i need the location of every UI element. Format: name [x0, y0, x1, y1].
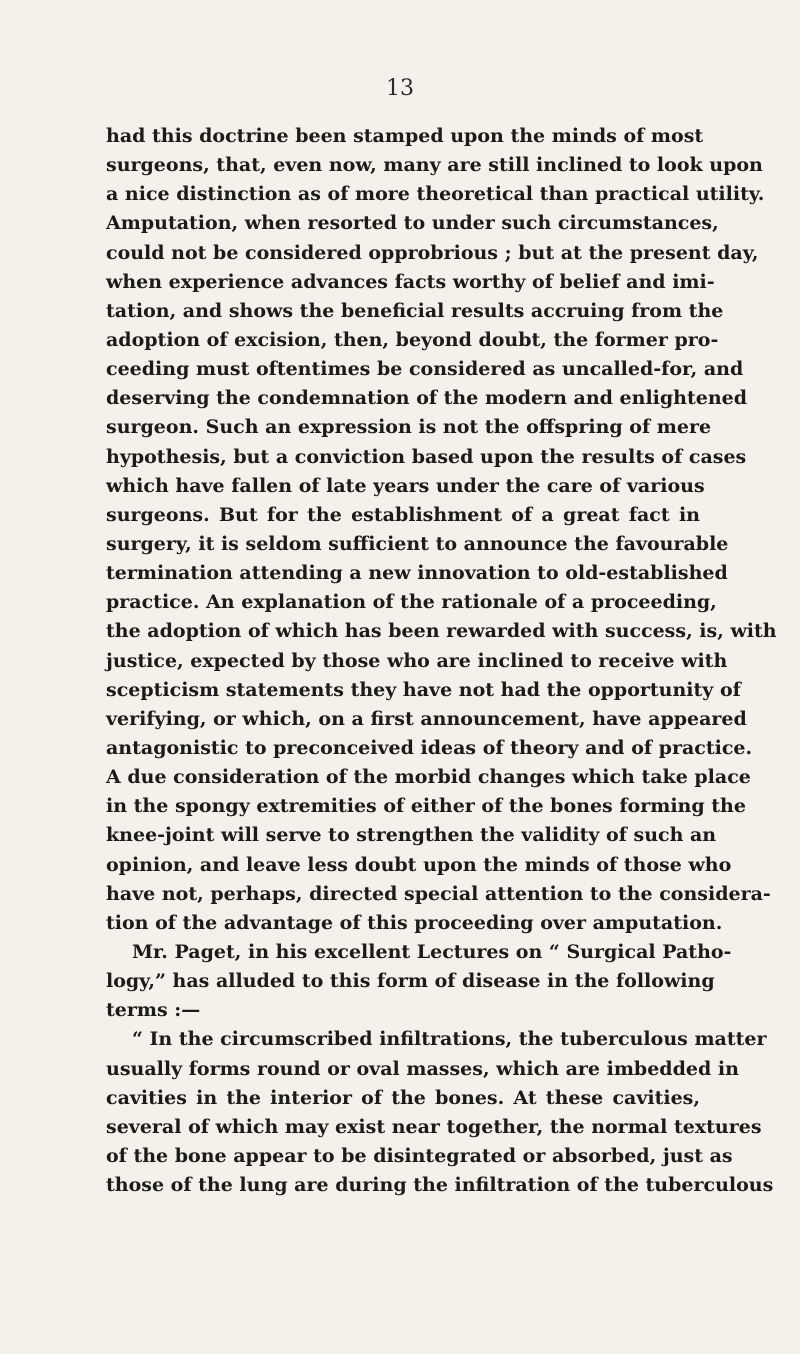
- text-line: knee-joint will serve to strengthen the validity of such an: [106, 824, 717, 847]
- text-line: Mr. Paget, in his excellent Lectures on “ Surgical Patho-: [132, 940, 732, 963]
- text-line: surgeons. But for the establishment of a great fact in: [106, 503, 700, 526]
- text-line: hypothesis, but a conviction based upon the results of cases: [106, 445, 747, 468]
- text-line: Amputation, when resorted to under such circumstances,: [106, 212, 719, 235]
- text-line: surgery, it is seldom sufficient to announce the favourable: [106, 532, 729, 555]
- text-line: several of which may exist near together, the normal textures: [106, 1115, 762, 1138]
- text-line: could not be considered opprobrious ; but at the present day,: [106, 241, 759, 264]
- body-text: [106, 122, 777, 1200]
- text-line: surgeon. Such an expression is not the offspring of mere: [106, 416, 712, 439]
- text-line: “ In the circumscribed infiltrations, the tuberculous matter: [132, 1028, 767, 1051]
- text-line: a nice distinction as of more theoretical than practical utility.: [106, 183, 765, 206]
- text-line: tation, and shows the beneficial results accruing from the: [106, 299, 724, 322]
- text-line: termination attending a new innovation to old-established: [106, 562, 728, 585]
- text-line: have not, perhaps, directed special attention to the considera-: [106, 882, 771, 905]
- text-line: in the spongy extremities of either of the bones forming the: [106, 795, 746, 818]
- text-line: opinion, and leave less doubt upon the minds of those who: [106, 853, 732, 876]
- text-line: justice, expected by those who are inclined to receive with: [106, 649, 728, 672]
- text-line: ceeding must oftentimes be considered as uncalled-for, and: [106, 358, 744, 381]
- text-line: A due consideration of the morbid changes which take place: [106, 766, 751, 789]
- text-line: surgeons, that, even now, many are still inclined to look upon: [106, 154, 763, 177]
- text-line: the adoption of which has been rewarded with success, is, with: [106, 620, 777, 643]
- text-line: had this doctrine been stamped upon the minds of most: [106, 125, 704, 147]
- text-line: those of the lung are during the infiltration of the tuberculous: [106, 1174, 774, 1197]
- text-line: scepticism statements they have not had the opportunity of: [106, 678, 741, 701]
- text-line: verifying, or which, on a first announcement, have appeared: [106, 707, 747, 730]
- text-line: usually forms round or oval masses, which are imbedded in: [106, 1057, 739, 1080]
- page-number: 13: [386, 76, 414, 101]
- text-line: terms :—: [106, 999, 201, 1022]
- text-line: tion of the advantage of this proceeding over amputation.: [106, 911, 723, 934]
- text-line: which have fallen of late years under the care of various: [106, 474, 705, 497]
- text-line: practice. An explanation of the rationale of a proceeding,: [106, 591, 717, 614]
- text-line: logy,” has alluded to this form of disease in the following: [106, 970, 715, 993]
- text-line: of the bone appear to be disintegrated or absorbed, just as: [106, 1144, 733, 1167]
- text-line: adoption of excision, then, beyond doubt, the former pro-: [106, 328, 719, 351]
- text-line: deserving the condemnation of the modern and enlightened: [106, 387, 748, 410]
- text-line: antagonistic to preconceived ideas of theory and of practice.: [106, 736, 753, 759]
- text-line: cavities in the interior of the bones. At these cavities,: [106, 1086, 700, 1109]
- text-line: when experience advances facts worthy of belief and imi-: [106, 270, 715, 293]
